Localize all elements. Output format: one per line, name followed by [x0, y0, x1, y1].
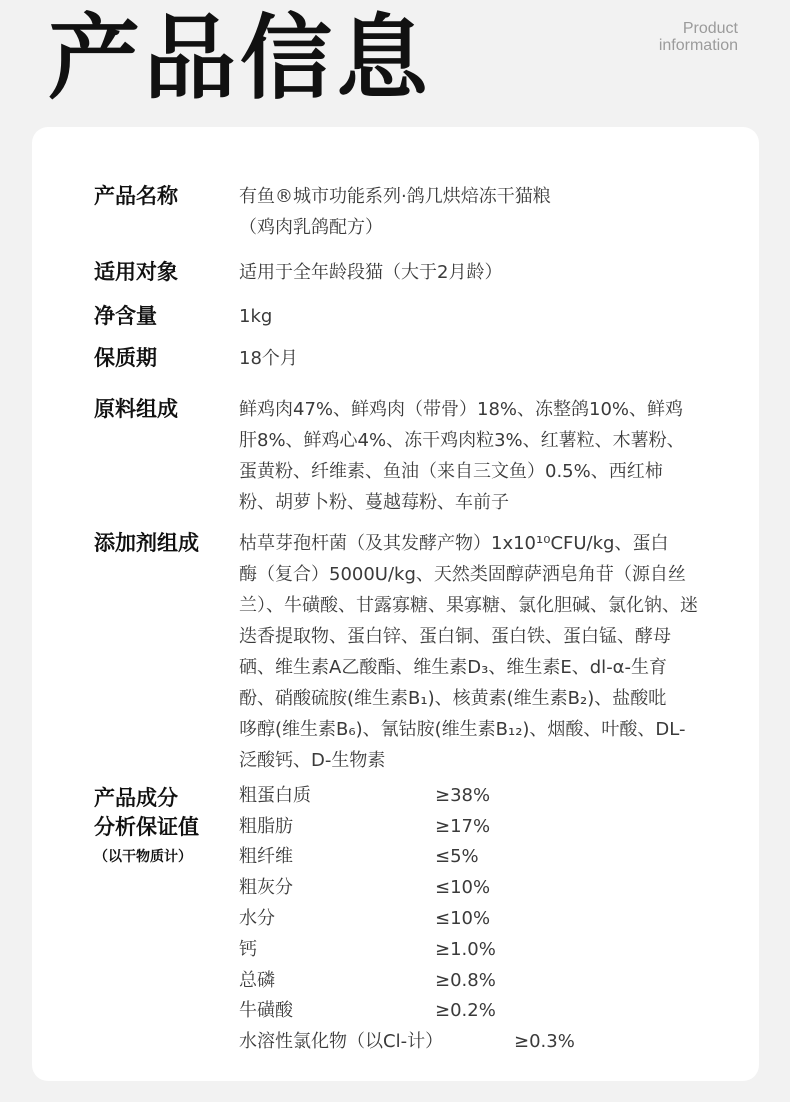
label-analysis-line2: 分析保证值 [94, 815, 199, 839]
value-net-content: 1kg [239, 306, 273, 327]
subtitle-en-line1: Product [682, 20, 738, 37]
label-shelf-life: 保质期 [94, 346, 157, 370]
analysis-item-name: 粗蛋白质 [239, 785, 311, 806]
additives-line: 酚、硝酸硫胺(维生素B₁)、核黄素(维生素B₂)、盐酸吡 [239, 688, 667, 709]
page-title: 产品信息 [48, 5, 433, 112]
label-analysis-note: （以干物质计） [94, 849, 192, 865]
analysis-item-value: ≤5% [435, 846, 479, 867]
value-shelf-life: 18个月 [239, 348, 298, 369]
analysis-item-name: 钙 [239, 939, 257, 960]
analysis-item-name: 粗纤维 [239, 846, 293, 867]
analysis-item-name: 粗灰分 [239, 877, 293, 898]
additives-line: 枯草芽孢杆菌（及其发酵产物）1x10¹⁰CFU/kg、蛋白 [239, 533, 669, 554]
analysis-item-name: 水分 [239, 908, 275, 929]
analysis-item-name: 粗脂肪 [239, 816, 293, 837]
product-name-line: （鸡肉乳鸽配方） [239, 217, 383, 238]
analysis-item-name: 牛磺酸 [239, 1000, 293, 1021]
page-subtitle-en [659, 20, 738, 54]
analysis-item-value: ≤10% [435, 877, 491, 898]
analysis-item-value: ≤10% [435, 908, 491, 929]
label-net-content: 净含量 [94, 304, 157, 328]
ingredients-line: 肝8%、鲜鸡心4%、冻干鸡肉粒3%、红薯粒、木薯粉、 [239, 430, 685, 451]
analysis-item-value: ≥38% [435, 785, 491, 806]
product-info-card [32, 127, 759, 1081]
additives-line: 哆醇(维生素B₆)、氰钴胺(维生素B₁₂)、烟酸、叶酸、DL- [239, 719, 686, 740]
additives-line: 硒、维生素A乙酸酯、维生素D₃、维生素E、dl-α-生育 [239, 657, 668, 678]
additives-line: 酶（复合）5000U/kg、天然类固醇萨洒皂角苷（源自丝 [239, 564, 686, 585]
ingredients-line: 蛋黄粉、纤维素、鱼油（来自三文鱼）0.5%、西红柿 [239, 461, 663, 482]
additives-line: 泛酸钙、D-生物素 [239, 750, 386, 771]
analysis-item-name: 水溶性氯化物（以Cl-计） [239, 1031, 444, 1052]
label-ingredients: 原料组成 [94, 397, 178, 421]
analysis-item-value: ≥0.8% [435, 970, 496, 991]
analysis-item-value: ≥0.2% [435, 1000, 496, 1021]
value-product-name [239, 181, 699, 243]
additives-line: 迭香提取物、蛋白锌、蛋白铜、蛋白铁、蛋白锰、酵母 [239, 626, 671, 647]
value-additives [239, 528, 699, 776]
label-additives: 添加剂组成 [94, 531, 199, 555]
ingredients-line: 鲜鸡肉47%、鲜鸡肉（带骨）18%、冻整鸽10%、鲜鸡 [239, 399, 684, 420]
label-product-name: 产品名称 [94, 184, 178, 208]
product-name-line: 有鱼®城市功能系列·鸽几烘焙冻干猫粮 [239, 186, 551, 207]
ingredients-line: 粉、胡萝卜粉、蔓越莓粉、车前子 [239, 492, 509, 513]
label-analysis-line1: 产品成分 [94, 786, 178, 810]
subtitle-en-line2: information [658, 37, 738, 54]
analysis-item-value: ≥17% [435, 816, 491, 837]
value-target: 适用于全年龄段猫（大于2月龄） [239, 262, 503, 283]
label-target: 适用对象 [94, 260, 178, 284]
value-ingredients [239, 394, 699, 518]
additives-line: 兰）、牛磺酸、甘露寡糖、果寡糖、氯化胆碱、氯化钠、迷 [239, 595, 698, 616]
analysis-item-name: 总磷 [239, 970, 275, 991]
analysis-item-value: ≥1.0% [435, 939, 496, 960]
analysis-item-value: ≥0.3% [514, 1031, 575, 1052]
